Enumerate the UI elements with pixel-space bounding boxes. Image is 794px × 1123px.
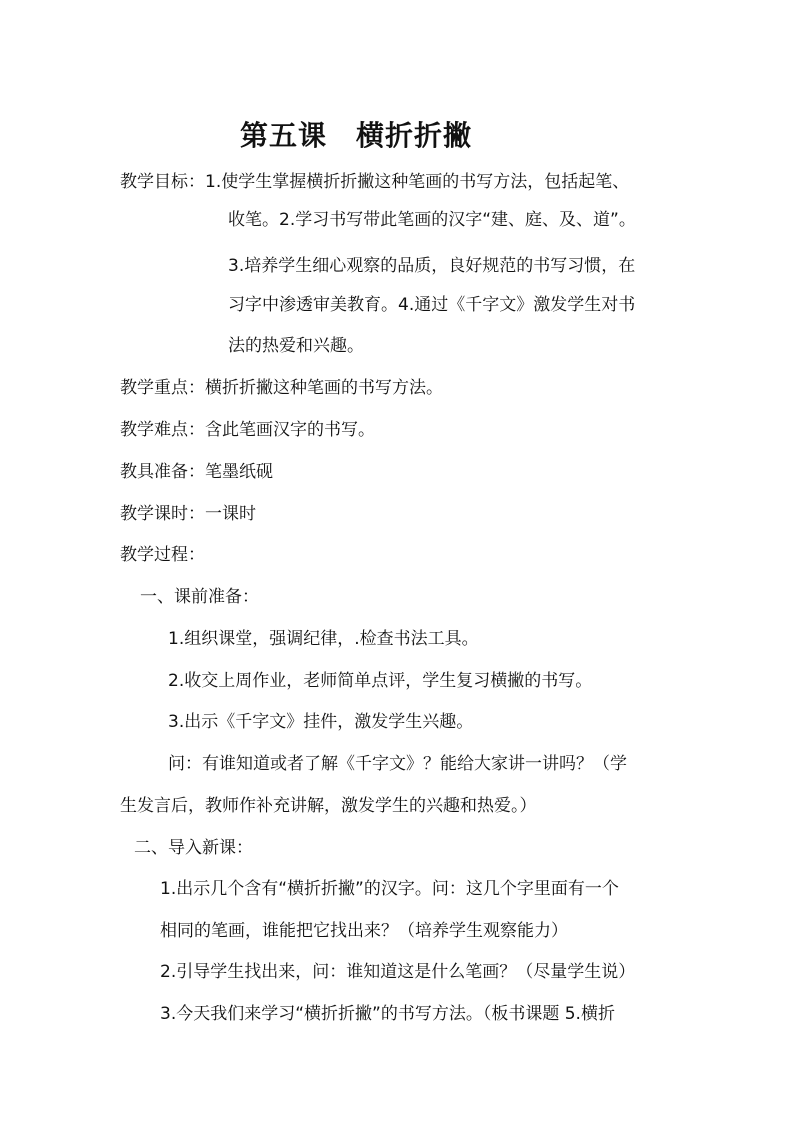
page-title: 第五课 横折折撇 [240,119,473,152]
section1-question-line-1: 问：有谁知道或者了解《千字文》？能给大家讲一讲吗？（学 [168,754,627,774]
materials: 教具准备：笔墨纸砚 [120,462,273,482]
objective-line-4: 习字中渗透审美教育。4.通过《千字文》激发学生对书 [228,295,636,315]
objective-line-1: 教学目标：1.使学生掌握横折折撇这种笔画的书写方法，包括起笔、 [120,172,630,192]
section1-item: 1.组织课堂，强调纪律，.检查书法工具。 [168,629,479,649]
section1-heading: 一、课前准备： [140,587,259,607]
section2-line: 1.出示几个含有“横折折撇”的汉字。问：这几个字里面有一个 [160,879,619,899]
duration: 教学课时：一课时 [120,504,256,524]
section2-line: 3.今天我们来学习“横折折撇”的书写方法。（板书课题 5.横折 [160,1004,615,1024]
section2-heading: 二、导入新课： [134,838,253,858]
section2-line: 2.引导学生找出来，问：谁知道这是什么笔画？（尽量学生说） [160,962,636,982]
key-point: 教学重点：横折折撇这种笔画的书写方法。 [120,378,443,398]
objective-line-5: 法的热爱和兴趣。 [228,336,364,356]
section1-item: 3.出示《千字文》挂件，激发学生兴趣。 [168,712,474,732]
objective-line-2: 收笔。2.学习书写带此笔画的汉字“建、庭、及、道”。 [228,210,636,230]
process-heading: 教学过程： [120,545,205,565]
section1-item: 2.收交上周作业，老师简单点评，学生复习横撇的书写。 [168,671,593,691]
section2-line: 相同的笔画，谁能把它找出来？（培养学生观察能力） [160,921,568,941]
section1-question-line-2: 生发言后，教师作补充讲解，激发学生的兴趣和热爱。） [120,796,537,816]
objective-line-3: 3.培养学生细心观察的品质，良好规范的书写习惯，在 [228,256,636,276]
difficulty: 教学难点：含此笔画汉字的书写。 [120,420,375,440]
